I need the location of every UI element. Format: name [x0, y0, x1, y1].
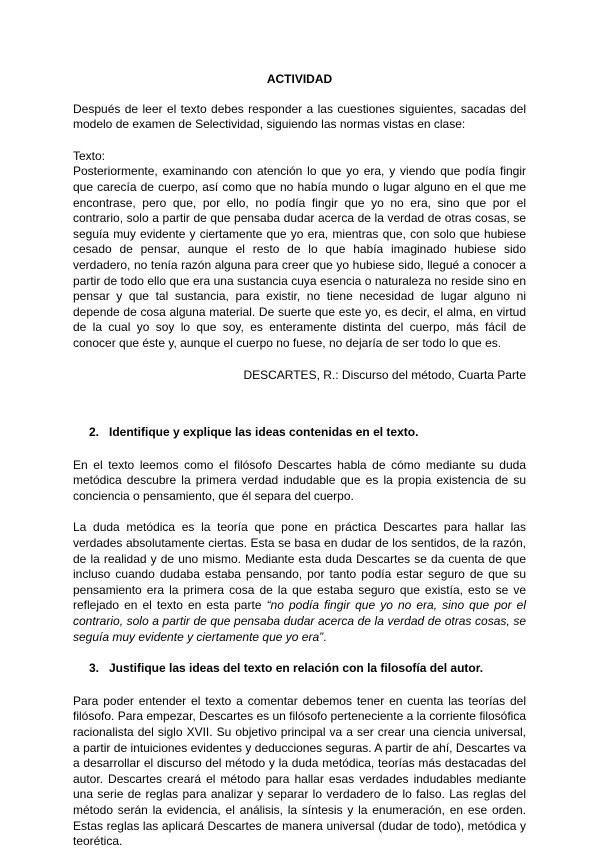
section-2-paragraph-2-text: La duda metódica es la teoría que pone en práctica Descartes para hallar las verdades absolutamente ciertas. Esta se basa en dudar de los sentidos, de la razón, de la realidad y de uno mismo. Mediante esta duda Descartes se da cuenta de que incluso cuando dudaba estaba pensando, por tanto podía estar seguro de que su pensamiento era la primera cosa de la que estaba seguro que existía, esto se ve reflejado en el texto en esta parte — [73, 520, 526, 613]
document-page — [73, 72, 526, 850]
section-3-heading — [89, 661, 526, 677]
section-2-paragraph-2-end: . — [323, 629, 327, 644]
intro-paragraph: Después de leer el texto debes responder a las cuestiones siguientes, sacadas del modelo de examen de Selectividad, siguiendo las normas vistas en clase: — [73, 101, 526, 132]
section-2-paragraph-1: En el texto leemos como el filósofo Descartes habla de cómo mediante su duda metódica descubre la primera verdad indudable que es la propia existencia de su conciencia o pensamiento, que él separa del cuerpo. — [73, 457, 526, 503]
section-2-paragraph-2 — [73, 520, 526, 645]
section-3-title: Justifique las ideas del texto en relación con la filosofía del autor. — [109, 661, 484, 676]
section-3-paragraph-1: Para poder entender el texto a comentar debemos tener en cuenta las teorías del filósofo. Para empezar, Descartes es un filósofo perteneciente a la corriente filosófica racionalista del siglo XVII. Su objetivo principal va a ser crear una ciencia universal, a partir de intuiciones evidentes y deducciones seguras. A partir de ahí, Descartes va a desarrollar el discurso del método y la duda metódica, teorías más destacadas del autor. Descartes creará el método para hallar esas verdades indudables mediante una serie de reglas para analizar y separar lo verdadero de lo falso. Las reglas del método serán la evidencia, el análisis, la síntesis y la enumeración, en ese orden. Estas reglas las aplicará Descartes de manera universal (dudar de todo), metódica y teorética. — [73, 693, 526, 849]
text-source: DESCARTES, R.: Discurso del método, Cuarta Parte — [243, 367, 526, 382]
section-2-heading — [89, 425, 526, 441]
section-2-number: 2. — [89, 425, 100, 440]
page-title: ACTIVIDAD — [266, 72, 333, 86]
texto-label: Texto: — [73, 148, 106, 163]
texto-body: Posteriormente, examinando con atención lo que yo era, y viendo que podía fingir que carecía de cuerpo, así como que no había mundo o lugar alguno en el que me encontrase, pero que, por ello, no podía fingir que yo no era, sino que por el contrario, solo a partir de que pensaba dudar acerca de la verdad de otras cosas, se seguía muy evidente y ciertamente que yo era, mientras que, con solo que hubiese cesado de pensar, aunque el resto de lo que había imaginado hubiese sido verdadero, no tenía razón alguna para creer que yo hubiese sido, llegué a conocer a partir de todo ello que era una sustancia cuya esencia o naturaleza no reside sino en pensar y que tal sustancia, para existir, no tiene necesidad de lugar alguno ni depende de cosa alguna material. De suerte que este yo, es decir, el alma, en virtud de la cual yo soy lo que soy, es enteramente distinta del cuerpo, más fácil de conocer que éste y, aunque el cuerpo no fuese, no dejaría de ser todo lo que es. — [73, 164, 526, 350]
section-2-title: Identifique y explique las ideas contenidas en el texto. — [109, 425, 419, 440]
section-2-quote: “no podía fingir que yo no era, sino que por el contrario, solo a partir de que pensaba dudar acerca de la verdad de otras cosas, se seguía muy evidente y ciertamente que yo era” — [73, 598, 527, 644]
section-3-number: 3. — [89, 661, 100, 676]
